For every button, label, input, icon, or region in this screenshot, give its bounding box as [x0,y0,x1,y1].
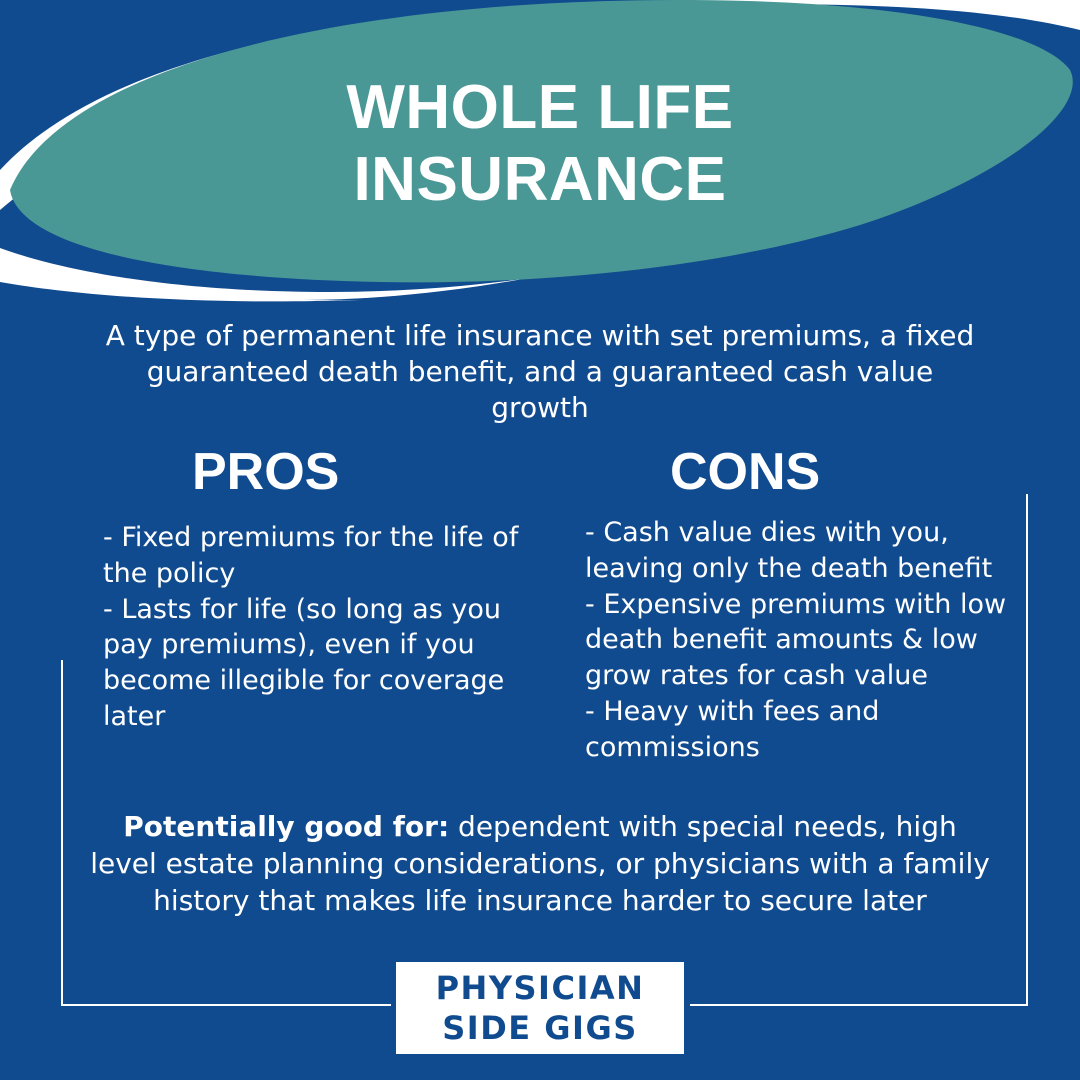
frame-right-line [1026,494,1028,1006]
frame-bottom-left-line [61,1004,391,1006]
pros-list [103,520,523,735]
pros-item: - Fixed premiums for the life of the policy [103,522,519,589]
pros-heading: PROS [192,443,340,501]
definition-text: A type of permanent life insurance with set premiums, a fixed guaranteed death benefit, and a guaranteed cash value growth [105,319,975,424]
pros-item: - Lasts for life (so long as you pay premiums), even if you become illegible for coverage later [103,593,505,732]
good-for-label: Potentially good for: [123,810,450,843]
cons-item: - Cash value dies with you, leaving only the death benefit [585,517,993,584]
logo-line-2: SIDE GIGS [442,1009,638,1047]
logo-line-1: PHYSICIAN [435,969,645,1007]
cons-item: - Expensive premiums with low death benefit amounts & low grow rates for cash value [585,588,1007,692]
good-for-text [90,808,990,919]
title-line-1: WHOLE LIFE [346,73,734,142]
frame-left-line [61,660,63,1006]
cons-list [585,515,1025,766]
good-for-description: dependent with special needs, high level estate planning considerations, or physicians with a family history that makes life insurance harder to secure later [90,810,990,917]
brand-logo [396,962,684,1054]
cons-heading: CONS [670,443,821,501]
page-title [0,72,1080,216]
title-line-2: INSURANCE [353,145,727,214]
frame-bottom-right-line [690,1004,1028,1006]
cons-item: - Heavy with fees and commissions [585,695,880,763]
